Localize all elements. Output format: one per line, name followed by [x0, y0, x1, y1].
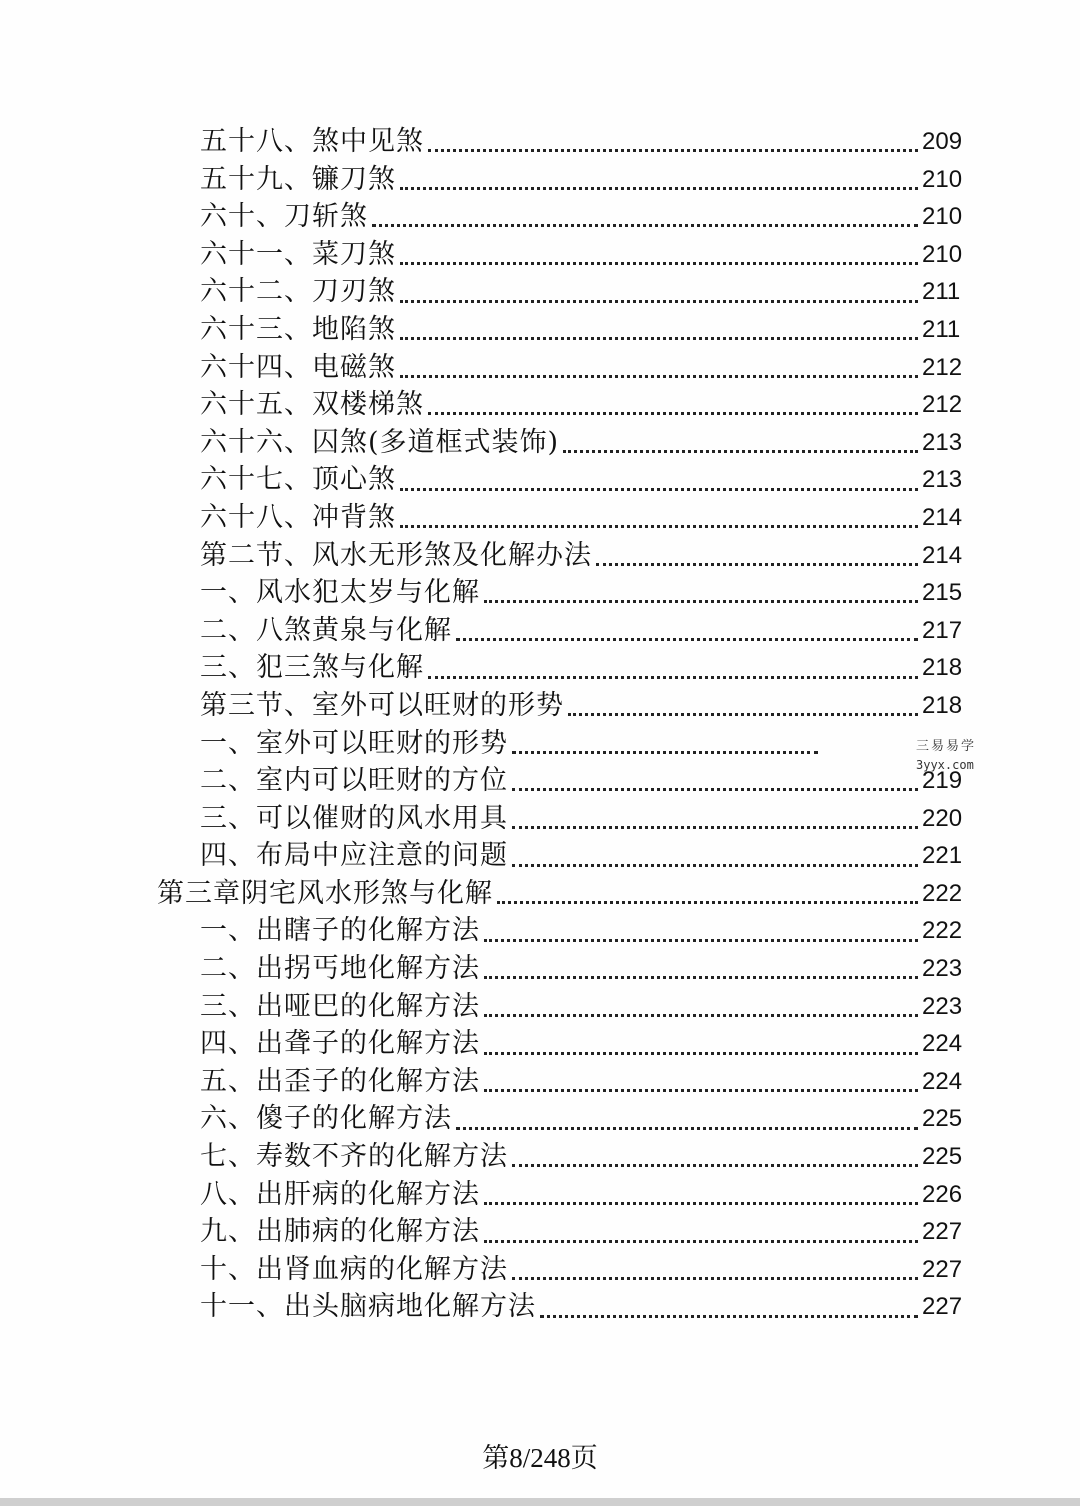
toc-entry-page: 217: [922, 616, 963, 644]
toc-entry[interactable]: [0, 236, 1080, 274]
toc-dot-leader: [400, 300, 918, 303]
toc-entry-title: 二、室内可以旺财的方位: [200, 765, 508, 797]
toc-entry-page: 224: [922, 1067, 963, 1095]
toc-entry[interactable]: [0, 687, 1080, 725]
toc-dot-leader: [400, 488, 918, 491]
toc-entry-title: 六十五、双楼梯煞: [200, 389, 424, 421]
toc-entry-title: 六十四、电磁煞: [200, 351, 396, 383]
toc-entry-title: 六十八、冲背煞: [200, 501, 396, 533]
toc-entry[interactable]: [0, 875, 1080, 913]
toc-entry-title: 六十一、菜刀煞: [200, 238, 396, 270]
toc-dot-leader: [400, 187, 918, 190]
toc-entry-title: 五十八、煞中见煞: [200, 126, 424, 157]
toc-entry-title: 第三节、室外可以旺财的形势: [200, 689, 564, 721]
toc-dot-leader: [484, 1202, 918, 1205]
toc-entry[interactable]: [0, 123, 1080, 161]
toc-dot-leader: [568, 713, 918, 716]
watermark-url: 3yyx.com: [916, 758, 974, 772]
toc-dot-leader: [512, 751, 818, 754]
toc-dot-leader: [400, 375, 918, 378]
toc-dot-leader: [484, 600, 918, 603]
toc-dot-leader: [456, 638, 918, 641]
toc-entry-page: 209: [922, 128, 963, 155]
toc-entry-page: 214: [922, 541, 963, 569]
toc-entry-title: 六十七、顶心煞: [200, 464, 396, 496]
toc-entry[interactable]: [0, 950, 1080, 988]
toc-entry-title: 六十二、刀刃煞: [200, 276, 396, 308]
toc-entry-page: 218: [922, 691, 963, 719]
toc-dot-leader: [512, 1164, 918, 1167]
toc-entry[interactable]: [0, 800, 1080, 838]
toc-entry-title: 一、室外可以旺财的形势: [200, 727, 508, 759]
toc-entry-page: 222: [922, 879, 963, 907]
toc-entry-page: 210: [922, 240, 963, 268]
toc-entry-title: 七、寿数不齐的化解方法: [200, 1141, 508, 1173]
watermark-name: 三易易学: [916, 739, 977, 754]
toc-entry[interactable]: [0, 1063, 1080, 1101]
toc-entry[interactable]: [0, 537, 1080, 575]
toc-entry-page: 227: [922, 1293, 963, 1321]
toc-entry-page: 227: [922, 1255, 963, 1283]
toc-entry-page: 222: [922, 917, 963, 945]
toc-dot-leader: [596, 563, 918, 566]
toc-entry-title: 二、出拐丐地化解方法: [200, 953, 480, 985]
toc-dot-leader: [512, 826, 918, 829]
toc-entry-page: 215: [922, 579, 963, 607]
toc-entry[interactable]: [0, 311, 1080, 349]
toc-entry-title: 一、出瞎子的化解方法: [200, 915, 480, 947]
toc-entry[interactable]: [0, 161, 1080, 199]
toc-entry[interactable]: [0, 1025, 1080, 1063]
bottom-divider: [0, 1498, 1080, 1506]
toc-entry-page: 221: [922, 842, 963, 870]
toc-entry-page: 223: [922, 955, 963, 983]
toc-entry-title: 六十三、地陷煞: [200, 313, 396, 345]
toc-dot-leader: [484, 1052, 918, 1055]
toc-dot-leader: [484, 939, 918, 942]
toc-entry-page: 227: [922, 1218, 963, 1246]
toc-dot-leader: [428, 676, 918, 679]
toc-entry-page: 218: [922, 654, 963, 682]
toc-entry[interactable]: [0, 1138, 1080, 1176]
toc-entry-page: 224: [922, 1030, 963, 1058]
toc-entry-page: 213: [922, 428, 963, 456]
toc-entry[interactable]: [0, 574, 1080, 612]
toc-entry-page: 211: [922, 278, 961, 306]
toc-dot-leader: [400, 337, 918, 340]
toc-entry-page: 213: [922, 466, 963, 494]
toc-entry-title: 十一、出头脑病地化解方法: [200, 1291, 536, 1323]
toc-entry[interactable]: [0, 1213, 1080, 1251]
toc-dot-leader: [400, 525, 918, 528]
toc-entry-title: 三、出哑巴的化解方法: [200, 990, 480, 1022]
toc-entry-title: 六、傻子的化解方法: [200, 1103, 452, 1135]
toc-dot-leader: [512, 864, 918, 867]
toc-entry-title: 第二节、风水无形煞及化解办法: [200, 539, 592, 571]
toc-entry[interactable]: [0, 1100, 1080, 1138]
toc-entry-page: 219: [922, 767, 963, 795]
toc-dot-leader: [456, 1127, 918, 1130]
toc-entry-title: 六十、刀斩煞: [200, 201, 368, 233]
toc-entry[interactable]: [0, 273, 1080, 311]
toc-entry-title: 二、八煞黄泉与化解: [200, 614, 452, 646]
toc-entry-title: 一、风水犯太岁与化解: [200, 577, 480, 609]
table-of-contents: [0, 123, 1080, 1326]
toc-entry-page: 212: [922, 391, 963, 419]
watermark: [916, 735, 996, 772]
toc-dot-leader: [563, 450, 918, 453]
toc-entry[interactable]: [0, 461, 1080, 499]
toc-entry-page: 210: [922, 203, 963, 231]
toc-entry-page: 226: [922, 1180, 963, 1208]
toc-dot-leader: [484, 1014, 918, 1017]
toc-entry[interactable]: [0, 1288, 1080, 1326]
toc-entry-title: 三、可以催财的风水用具: [200, 802, 508, 834]
toc-entry-title: 四、出聋子的化解方法: [200, 1028, 480, 1060]
toc-entry-page: 210: [922, 165, 963, 193]
toc-entry-title: 四、布局中应注意的问题: [200, 840, 508, 872]
toc-entry-page: 220: [922, 804, 963, 832]
toc-entry-page: 223: [922, 992, 963, 1020]
toc-entry-title: 三、犯三煞与化解: [200, 652, 424, 684]
toc-entry[interactable]: [0, 349, 1080, 387]
toc-entry-title: 五十九、镰刀煞: [200, 163, 396, 195]
toc-entry[interactable]: [0, 612, 1080, 650]
toc-entry[interactable]: [0, 386, 1080, 424]
toc-entry[interactable]: [0, 1176, 1080, 1214]
toc-entry-page: 225: [922, 1105, 963, 1133]
toc-dot-leader: [400, 262, 918, 265]
toc-entry[interactable]: [0, 198, 1080, 236]
toc-entry-title: 九、出肺病的化解方法: [200, 1216, 480, 1248]
toc-entry-page: 214: [922, 503, 963, 531]
toc-entry[interactable]: [0, 649, 1080, 687]
toc-entry[interactable]: [0, 988, 1080, 1026]
toc-entry-title: 第三章阴宅风水形煞与化解: [157, 877, 493, 909]
toc-dot-leader: [512, 1277, 918, 1280]
toc-entry-title: 五、出歪子的化解方法: [200, 1065, 480, 1097]
toc-entry-title: 八、出肝病的化解方法: [200, 1178, 480, 1210]
toc-entry[interactable]: [0, 424, 1080, 462]
toc-dot-leader: [428, 412, 918, 415]
toc-entry-title: 六十六、囚煞(多道框式装饰): [200, 426, 560, 458]
toc-dot-leader: [372, 224, 918, 227]
toc-entry-title: 十、出肾血病的化解方法: [200, 1253, 508, 1285]
toc-entry-page: 211: [922, 315, 961, 343]
toc-entry[interactable]: [0, 837, 1080, 875]
toc-entry[interactable]: [0, 912, 1080, 950]
toc-dot-leader: [497, 901, 918, 904]
toc-dot-leader: [512, 788, 918, 791]
toc-dot-leader: [428, 149, 918, 152]
toc-dot-leader: [484, 976, 918, 979]
toc-entry-page: 212: [922, 353, 963, 381]
toc-entry[interactable]: [0, 499, 1080, 537]
toc-dot-leader: [484, 1089, 918, 1092]
toc-dot-leader: [540, 1315, 918, 1318]
page-number-footer: 第8/248页: [482, 1443, 598, 1473]
toc-entry-page: 225: [922, 1143, 963, 1171]
toc-dot-leader: [484, 1240, 918, 1243]
toc-entry[interactable]: [0, 1251, 1080, 1289]
